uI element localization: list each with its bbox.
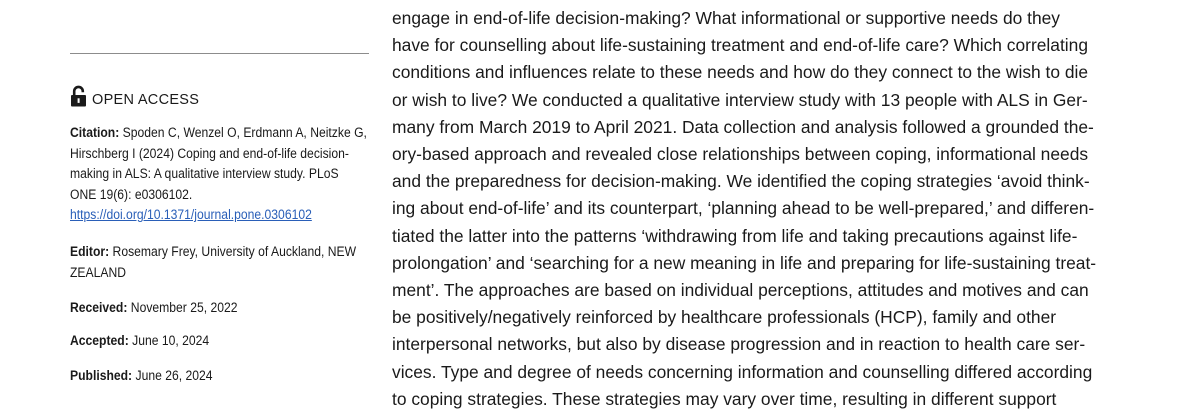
citation-block — [70, 123, 367, 226]
editor-text: Rosemary Frey, University of Auckland, NEW ZEALAND — [70, 244, 357, 280]
editor-label: Editor: — [70, 244, 110, 259]
published-label: Published: — [70, 368, 133, 383]
abstract-line: ory-based approach and revealed close relationships between coping, informational needs — [392, 144, 1089, 165]
received-date: November 25, 2022 — [130, 300, 238, 315]
abstract-line: engage in end-of-life decision-making? What informational or supportive needs do they — [392, 8, 1060, 28]
published-block — [70, 366, 340, 387]
abstract-line: have for counselling about life-sustaining treatment and end-of-life care? Which correlating — [392, 35, 1089, 56]
abstract-line: vices. Type and degree of needs concerning information and counselling differed according — [392, 361, 1093, 382]
accepted-block — [70, 331, 340, 352]
received-label: Received: — [70, 300, 128, 315]
sidebar-divider — [70, 53, 369, 54]
abstract-line: many from March 2019 to April 2021. Data collection and analysis followed a grounded the- — [392, 116, 1094, 137]
abstract-line: and the preparedness for decision-making. We identified the coping strategies ‘avoid think- — [392, 171, 1090, 192]
citation-label: Citation: — [70, 125, 120, 140]
abstract-line: tiated the latter into the patterns ‘withdrawing from life and taking precautions against life- — [392, 225, 1078, 246]
abstract-line: be positively/negatively reinforced by healthcare professionals (HCP), family and other — [392, 307, 1057, 328]
abstract-text — [392, 5, 1132, 413]
doi-link[interactable]: https://doi.org/10.1371/journal.pone.0306102 — [70, 207, 312, 222]
abstract-line: interpersonal networks, but also by disease progression and in reaction to health care ser- — [392, 334, 1086, 355]
published-date: June 26, 2024 — [135, 368, 213, 383]
open-lock-icon — [70, 85, 87, 107]
received-block — [70, 298, 340, 319]
citation-text: Spoden C, Wenzel O, Erdmann A, Neitzke G, Hirschberg I (2024) Coping and end-of-life decision-making in ALS: A qualitative interview study. PLoS ONE 19(6): e0306102. — [70, 125, 367, 202]
abstract-line: ment’. The approaches are based on individual perceptions, attitudes and motives and can — [392, 280, 1089, 301]
abstract-line: or wish to live? We conducted a qualitative interview study with 13 people with ALS in Ger- — [392, 89, 1088, 110]
open-access-label: OPEN ACCESS — [92, 91, 200, 108]
abstract-line: conditions and influences relate to these needs and how do they connect to the wish to die — [392, 62, 1089, 83]
accepted-label: Accepted: — [70, 333, 129, 348]
editor-block — [70, 242, 367, 283]
accepted-date: June 10, 2024 — [132, 333, 210, 348]
abstract-line: ing about end-of-life’ and its counterpart, ‘planning ahead to be well-prepared,’ and differen- — [392, 198, 1095, 219]
abstract-line: to coping strategies. These strategies may vary over time, resulting in different support — [392, 388, 1057, 409]
abstract-line: prolongation’ and ‘searching for a new meaning in life and preparing for life-sustaining treat- — [392, 252, 1097, 273]
open-access-badge — [70, 85, 199, 107]
